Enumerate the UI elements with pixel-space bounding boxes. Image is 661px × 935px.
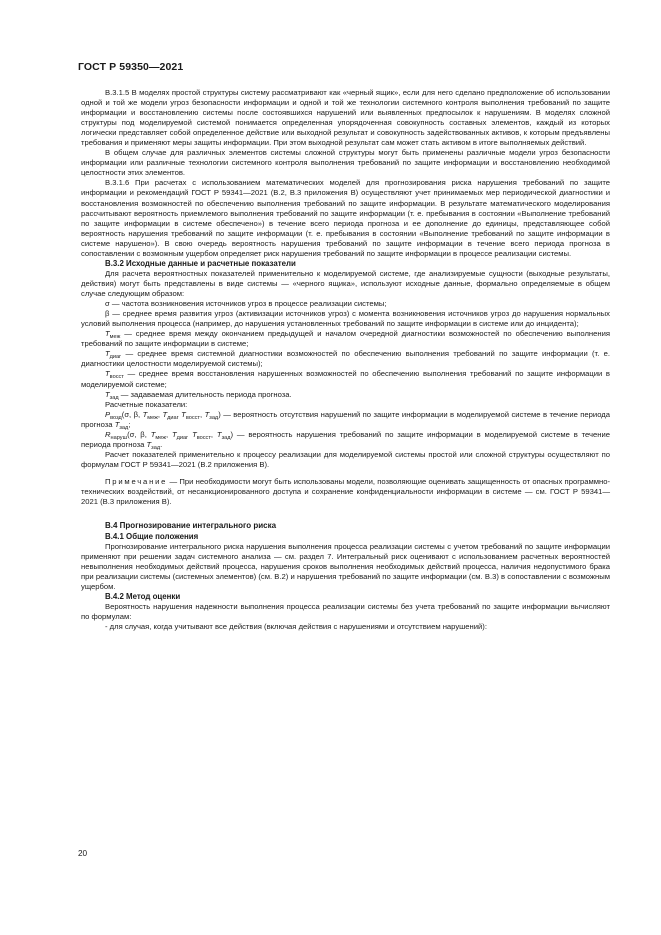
paragraph-input-data: Для расчета вероятностных показателей применительно к моделируемой системе, где анализируемые сущности (выходные результаты, действия) могут быть представлены в виде системы — «черного ящика», используют исходные данные, формально определяемые в общем случае следующим образом: [81,269,610,299]
section-heading-b42: В.4.2 Метод оценки [105,592,181,602]
paragraph-b316: В.3.1.6 При расчетах с использованием математических моделей для прогнозирования риска нарушения требований по защите информации и рекомендаций ГОСТ Р 59341—2021 (В.2, В.3 приложения В) осуществляют учет принимаемых мер периодической диагностики и восстановления возможностей по обеспечению выполнения требований по защите информации. В результате математического моделирования рассчитывают вероятность приемлемого выполнения требований по защите информации (т. е. пребывания в состоянии «Выполнение требований по защите информации в системе обеспечено») в течение всего периода прогноза и ее дополнение до единицы, представляющее собой вероятность нарушения требований по защите информации (т. е. пребывания в состоянии «Выполнение требований по защите информации в системе нарушено»). В свою очередь вероятность нарушения требований по защите информации в течение всего периода прогноза в сопоставлении с возможным ущербом определяет риск нарушения требований по защите информации в процессе реализации системы. [81,178,610,258]
paragraph-b315: В.3.1.5 В моделях простой структуры систему рассматривают как «черный ящик», если для него сделано предположение об использовании одной и той же модели угроз безопасности информации и одной и той же технологии системного контроля выполнения требований по защите информации и восстановлению системы после состоявшихся нарушений или выявленных предпосылок к нарушениям. В моделях сложной структуры под моделируемой системой понимается определенная упорядоченная совокупность составных элементов, каждый из которых логически представляет собой определенное действие или выходной результат и совокупность задействованных активов, к которым предъявлены требования и применяют меры защиты информации. При этом выходной результат сам может стать активом в итоге выполняемых действий. [81,88,610,148]
section-heading-b4: В.4 Прогнозирование интегрального риска [105,521,277,531]
section-heading-b32: В.3.2 Исходные данные и расчетные показатели [105,258,296,268]
note-text: — При необходимости могут быть использованы модели, позволяющие оценивать защищенность от опасных программно-технических воздействий, от несанкционированного доступа и сохранение конфиденциальности информации в системе — см. ГОСТ Р 59341—2021 (В.3 приложения В). [81,476,610,507]
document-body [81,88,610,632]
paragraph-integral-risk: Прогнозирование интегрального риска нарушения выполнения процесса реализации системы с учетом требований по защите информации применяют при решении задач системного анализа — см. раздел 7. Интегральный риск оценивают с использованием расчетных вероятностей невыполнения необходимых действий процесса, нарушения сроков выполнения необходимых действий процесса, наличия недопустимого брака при реализации системы (системных элементов) (см. В.2) и нарушения требований по защите информации (см. В.3) в сопоставлении с возможным ущербом. [81,541,610,591]
page-number: 20 [78,849,88,858]
formula-p-vozd: $P_{возд}(\sigma$, β, $T_{меж}$, $T_{диаг}$ $T_{восст}$, $T_{зад}$) — вероятность отсутствия нарушений по защите информации в моделируемой системе в течение периода прогноза $T_{зад}$; [81,409,610,431]
def-beta: β — среднее время развития угроз (активизации источников угроз) с момента возникновения источников угроз до нарушения нормальных условий выполнения процесса (например, до нарушения установленных требований по защите информации в системе или до инцидента); [81,309,610,329]
paragraph-calculation: Расчет показателей применительно к процессу реализации для моделируемой системы простой или сложной структуры осуществляют по формулам ГОСТ Р 59341—2021 (В.2 приложения В). [81,449,610,469]
document-header: ГОСТ Р 59350—2021 [78,61,184,73]
def-t-diag: $T_{диаг}$ — среднее время системной диагностики возможностей по обеспечению выполнения требований по защите информации (т. е. диагностики целостности моделируемой системы); [81,349,610,369]
note-label: Примечание [105,476,168,486]
paragraph-all-actions: - для случая, когда учитывают все действия (включая действия с нарушениями и отсутствием нарушений): [105,622,487,632]
section-heading-b41: В.4.1 Общие положения [105,531,199,541]
def-sigma: σ — частота возникновения источников угроз в процессе реализации системы; [105,299,387,309]
def-t-zad: $T_{зад}$ — задаваемая длительность периода прогноза. [105,389,292,401]
formula-r-narush: $R_{наруш}(\sigma$, β, $T_{меж}$, $T_{диаг}$ $T_{восст}$, $T_{зад}$) — вероятность нарушения требований по защите информации в моделируемой системе в течение периода прогноза $T_{зад}$. [81,429,611,451]
paragraph-general-case: В общем случае для различных элементов системы сложной структуры могут быть применены различные модели угроз безопасности информации или различные технологии системного контроля выполнения требований по защите информации и восстановлению необходимой целостности этих элементов. [81,148,610,178]
paragraph-method: Вероятность нарушения надежности выполнения процесса реализации системы без учета требований по защите информации вычисляют по формулам: [81,602,610,622]
def-t-mezh: $T_{меж}$ — среднее время между окончанием предыдущей и началом очередной диагностики возможностей по обеспечению выполнения требований по защите информации в системе; [81,329,610,349]
note [81,477,610,507]
def-t-vosst: $T_{восст}$ — среднее время восстановления нарушенных возможностей по обеспечению выполнения требований по защите информации в моделируемой системе; [81,369,610,389]
calc-indicators-label: Расчетные показатели: [105,399,188,409]
